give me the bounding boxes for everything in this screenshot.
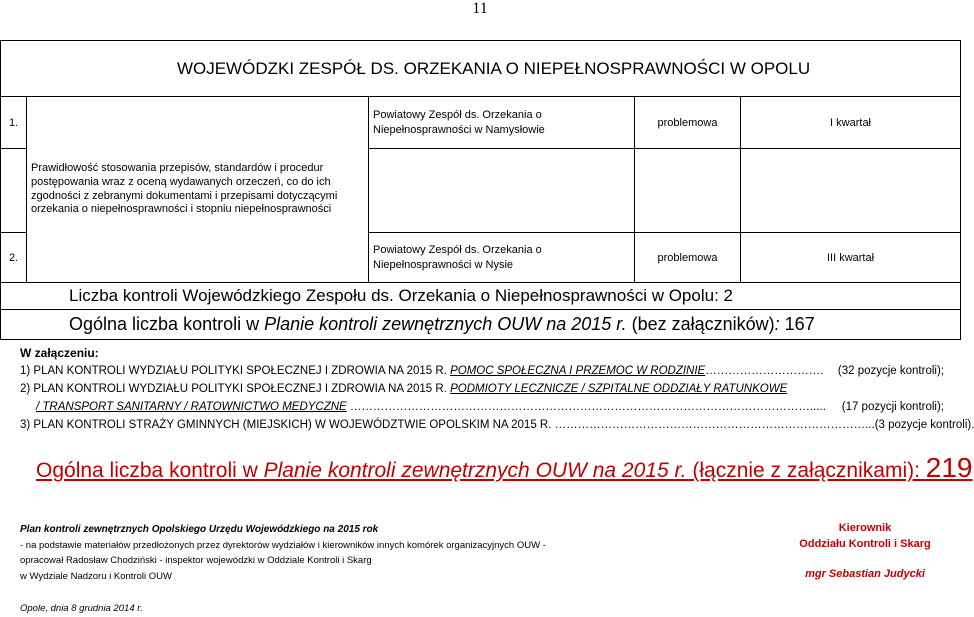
attachment-text: 3) PLAN KONTROLI STRAŻY GMINNYCH (MIEJSKICH) W WOJEWÓDZTWIE OPOLSKIM NA 2015 R. — [20, 419, 555, 431]
footer-line: - na podstawie materiałów przedłożonych przez dyrektorów wydziałów i kierowników innych komórek organizacyjnych OUW - — [20, 539, 546, 551]
inspection-table — [0, 40, 961, 340]
footer-date: Opole, dnia 8 grudnia 2014 r. — [20, 603, 143, 614]
attachment-item — [20, 416, 974, 434]
inspection-type: problemowa — [635, 233, 741, 283]
attachment-text: 2) PLAN KONTROLI WYDZIAŁU POLITYKI SPOŁECZNEJ I ZDROWIA NA 2015 R. — [20, 383, 451, 395]
inspection-subject: Prawidłowość stosowania przepisów, standardów i procedur postępowania wraz z oceną wydawanych orzeczeń, co do ich zgodności z zebranymi dokumentami i przepisami dotyczącymi orzekania o niepełnosprawności i stopniu niepełnosprawności — [27, 97, 369, 283]
grand-total-value: 219 — [925, 452, 973, 483]
attachment-topic: POMOC SPOŁECZNA I PRZEMOC W RODZINIE — [450, 365, 706, 377]
signature-role: Kierownik — [838, 522, 892, 534]
summary-colon: : — [774, 314, 780, 334]
grand-total — [36, 452, 972, 484]
attachments-heading: W załączeniu: — [20, 346, 99, 360]
attachment-item-continued — [20, 398, 944, 416]
grand-total-plan-title: Planie kontroli zewnętrznych OUW na 2015 r. — [263, 459, 687, 482]
summary-plan-title: Planie kontroli zewnętrznych OUW na 2015 r. — [264, 314, 627, 334]
footer-author — [20, 522, 546, 617]
attachments-section — [20, 344, 974, 434]
inspected-unit: Powiatowy Zespół ds. Orzekania o Niepełnosprawności w Namysłowie — [369, 97, 635, 149]
summary-middle: (bez załączników) — [626, 314, 775, 334]
type-spacer — [635, 149, 741, 233]
attachment-count: (3 pozycje kontroli). — [874, 419, 974, 431]
count-line: Liczba kontroli Wojewódzkiego Zespołu ds. Orzekania o Niepełnosprawności w Opolu: 2 — [1, 283, 961, 310]
attachment-topic: PODMIOTY LECZNICZE / SZPITALNE ODDZIAŁY RATUNKOWE — [450, 383, 788, 395]
attachment-dots: ………………………………………………………………………... — [554, 419, 875, 431]
signature-role: Oddziału Kontroli i Skarg — [799, 538, 931, 550]
inspection-type: problemowa — [635, 97, 741, 149]
row-number: 1. — [1, 97, 27, 149]
footer-title: Plan kontroli zewnętrznych Opolskiego Urzędu Wojewódzkiego na 2015 rok — [20, 524, 379, 535]
attachment-item — [20, 380, 944, 398]
summary-line — [1, 310, 961, 340]
attachment-dots: …………………………………………………………………………………………………………..... — [346, 401, 826, 413]
inspection-quarter: III kwartał — [741, 233, 961, 283]
footer-signature — [790, 520, 940, 582]
inspection-quarter: I kwartał — [741, 97, 961, 149]
table-row — [1, 97, 961, 149]
row-number-spacer — [1, 149, 27, 233]
summary-prefix: Ogólna liczba kontroli w — [69, 314, 265, 334]
unit-spacer — [369, 149, 635, 233]
row-number: 2. — [1, 233, 27, 283]
signature-name: mgr Sebastian Judycki — [805, 568, 925, 580]
attachment-item — [20, 362, 944, 380]
inspected-unit: Powiatowy Zespół ds. Orzekania o Niepełnosprawności w Nysie — [369, 233, 635, 283]
grand-total-middle: (łącznie z załącznikami): — [686, 459, 926, 482]
grand-total-prefix: Ogólna liczba kontroli w — [36, 459, 264, 482]
summary-value: 167 — [779, 314, 815, 334]
attachment-dots: …………………………. — [705, 365, 824, 377]
attachment-count: (17 pozycji kontroli); — [841, 401, 944, 413]
page-number: 11 — [472, 0, 488, 17]
footer-line: opracował Radosław Chodziński - inspektor wojewódzki w Oddziale Kontroli i Skarg — [20, 555, 372, 566]
table-header: WOJEWÓDZKI ZESPÓŁ DS. ORZEKANIA O NIEPEŁNOSPRAWNOŚCI W OPOLU — [1, 41, 961, 97]
attachment-topic: / TRANSPORT SANITARNY / RATOWNICTWO MEDYCZNE — [36, 401, 347, 413]
attachment-count: (32 pozycje kontroli); — [837, 365, 944, 377]
attachment-text: 1) PLAN KONTROLI WYDZIAŁU POLITYKI SPOŁECZNEJ I ZDROWIA NA 2015 R. — [20, 365, 451, 377]
footer-line: w Wydziale Nadzoru i Kontroli OUW — [20, 570, 172, 582]
quarter-spacer — [741, 149, 961, 233]
